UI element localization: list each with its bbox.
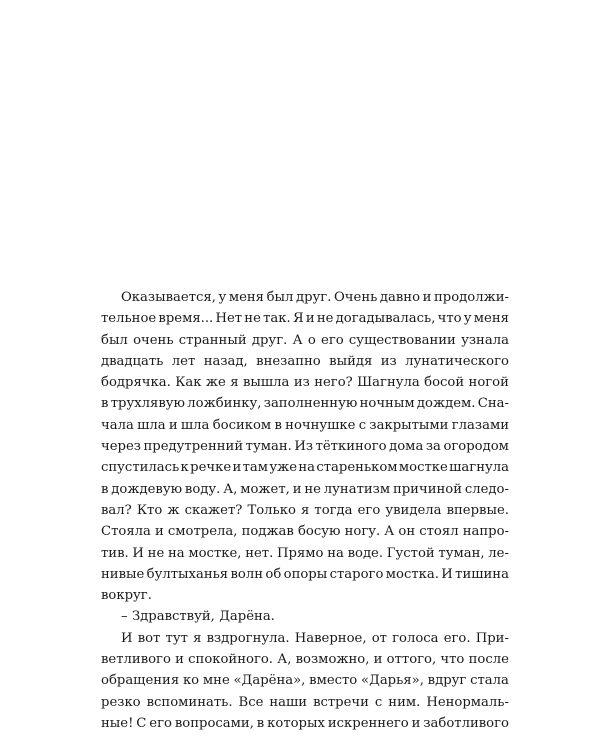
word: к (180, 460, 189, 476)
word: стареньком (316, 460, 398, 476)
word: А, (223, 481, 238, 497)
word: старого (329, 566, 384, 582)
word: А (384, 524, 395, 540)
word: в (101, 481, 109, 497)
text-line (101, 436, 509, 457)
word: и (422, 290, 432, 305)
word: При- (475, 630, 509, 646)
word: Как (175, 375, 202, 391)
word: у (463, 311, 472, 327)
word: и (411, 715, 421, 731)
word: очень (133, 332, 174, 348)
text-line (101, 351, 509, 372)
word: я (301, 502, 310, 518)
word: мостка. (385, 566, 439, 582)
word: Оказывается, (121, 290, 216, 305)
word: я (193, 630, 202, 646)
word: ночным (359, 396, 415, 412)
word: и (232, 460, 242, 476)
word: о (307, 332, 316, 348)
word: чала (101, 417, 134, 433)
word: смотрела, (167, 524, 238, 540)
word: же (205, 375, 226, 391)
word: выйдя (329, 353, 373, 369)
word: трухлявую (110, 396, 186, 412)
word: стала (470, 673, 509, 689)
word: мне (202, 673, 230, 689)
word: заполненную (263, 396, 358, 412)
word: ним. (388, 694, 421, 710)
word: двадцать (101, 353, 164, 369)
word: мостке (398, 460, 448, 476)
text-line (101, 393, 509, 414)
word: воде. (347, 545, 384, 561)
word: резко (101, 694, 141, 710)
word: ногой (468, 375, 509, 391)
word: давно (379, 290, 421, 305)
word: время... (158, 311, 214, 327)
word: уже (269, 460, 298, 476)
word: И (121, 630, 133, 646)
word: С (136, 715, 147, 731)
word: дождевую (111, 481, 183, 497)
word: меня (228, 290, 264, 305)
word: лунатического (405, 353, 509, 369)
word: А, (277, 652, 292, 668)
text-line (101, 479, 509, 500)
word: предутренний (143, 439, 244, 455)
word: ветливого (101, 652, 171, 668)
word: был (101, 332, 128, 348)
word: вал? (101, 502, 132, 518)
word: вокруг. (101, 588, 152, 604)
word: он (398, 524, 416, 540)
word: от (371, 630, 387, 646)
word: тив. (101, 545, 129, 561)
word: не (147, 545, 165, 561)
word: не (304, 481, 321, 497)
word: босиком (212, 417, 272, 433)
word: не (316, 311, 334, 327)
body-text (101, 287, 509, 734)
word: Шагнула (357, 375, 420, 391)
word: Дарёна. (219, 609, 275, 625)
word: туман, (438, 545, 485, 561)
word: в (101, 396, 109, 412)
word: после (468, 652, 509, 668)
word: тельное (101, 311, 157, 327)
word: Я (292, 311, 304, 327)
word: с (358, 417, 367, 433)
text-line (101, 308, 509, 329)
word: речке (190, 460, 232, 476)
word: странный (178, 332, 247, 348)
word: его (149, 715, 172, 731)
word: через (101, 439, 141, 455)
word: Нет (215, 311, 243, 327)
text-line (101, 500, 509, 521)
word: вдруг (427, 673, 467, 689)
word: закрытыми (369, 417, 449, 433)
word: тишина (455, 566, 509, 582)
text-line (101, 372, 509, 393)
word: и (168, 417, 178, 433)
word: «Дарья», (361, 673, 424, 689)
word: дома (389, 439, 424, 455)
word: Очень (333, 290, 378, 305)
word: назад, (203, 353, 248, 369)
word: поджав (241, 524, 294, 540)
word: внезапно (256, 353, 321, 369)
word: вспоминать. (146, 694, 233, 710)
word: не (244, 311, 261, 327)
word: у (218, 290, 227, 305)
text-line (101, 692, 509, 713)
text-line (101, 628, 509, 649)
word: впервые. (446, 502, 509, 518)
word: – (121, 609, 128, 625)
word: тогда (314, 502, 353, 518)
word: босой (424, 375, 465, 391)
word: вот (137, 630, 161, 646)
word: шла (137, 417, 166, 433)
word: голоса (392, 630, 439, 646)
text-line (101, 564, 509, 585)
word: продолжи- (433, 290, 509, 305)
word: вместо (309, 673, 358, 689)
word: «Дарёна», (233, 673, 306, 689)
word: обращения (101, 673, 180, 689)
word: Кто (136, 502, 163, 518)
word: нивые (101, 566, 145, 582)
word: его (357, 502, 381, 518)
word: Прямо (277, 545, 324, 561)
text-line (101, 543, 509, 564)
word: его (321, 332, 344, 348)
text-line (101, 521, 509, 542)
word: вздрогнула. (206, 630, 290, 646)
word: догадывалась, (335, 311, 436, 327)
word: напро- (462, 524, 509, 540)
word: Ненормаль- (426, 694, 509, 710)
word: огородом (443, 439, 509, 455)
word: с (374, 694, 383, 710)
word: Густой (386, 545, 435, 561)
word: Наверное, (294, 630, 367, 646)
word: ложбинку, (187, 396, 262, 412)
word: существовании (348, 332, 456, 348)
word: спокойного. (188, 652, 273, 668)
word: глазами (451, 417, 509, 433)
word: И (441, 566, 453, 582)
word: и (292, 481, 302, 497)
word: что (437, 311, 462, 327)
word: и (155, 524, 164, 540)
word: Сна- (477, 396, 509, 412)
word: Только (247, 502, 296, 518)
word: наши (269, 694, 308, 710)
word: мостке, (188, 545, 242, 561)
word: и (373, 652, 383, 668)
word: ле- (488, 545, 509, 561)
word: там (242, 460, 269, 476)
word: и (175, 652, 184, 668)
word: оттого, (386, 652, 437, 668)
word: об (265, 566, 282, 582)
text-line (101, 330, 509, 351)
word: И (132, 545, 144, 561)
word: Из (294, 439, 314, 455)
word: на (167, 545, 185, 561)
word: из (293, 375, 310, 391)
word: и (305, 311, 315, 327)
word: лунатизм (323, 481, 391, 497)
word: меня (473, 311, 509, 327)
word: туман. (245, 439, 292, 455)
word: искреннего (327, 715, 409, 731)
text-line (101, 649, 509, 670)
word: А (292, 332, 303, 348)
word: друг. (295, 290, 332, 305)
word: скажет? (184, 502, 243, 518)
word: вопросами, (174, 715, 254, 731)
word: спустилась (101, 460, 180, 476)
word: его. (443, 630, 471, 646)
word: Здравствуй, (131, 609, 215, 625)
word: Все (238, 694, 264, 710)
text-line (101, 670, 509, 691)
word: за (425, 439, 441, 455)
text-line (101, 287, 509, 308)
word: увидела (385, 502, 442, 518)
word: ко (182, 673, 200, 689)
word: что (440, 652, 465, 668)
word: на (298, 460, 316, 476)
word: которых (267, 715, 325, 731)
text-line (101, 713, 509, 734)
word: ные! (101, 715, 134, 731)
word: был (266, 290, 294, 305)
word: тёткиного (315, 439, 387, 455)
word: волн (230, 566, 264, 582)
text-line (101, 457, 509, 478)
word: причиной (392, 481, 463, 497)
word: опоры (283, 566, 328, 582)
text-line (101, 606, 509, 627)
word: возможно, (295, 652, 370, 668)
word: него? (314, 375, 353, 391)
word: заботливого (423, 715, 509, 731)
word: узнала (461, 332, 509, 348)
word: стоял (419, 524, 459, 540)
word: может, (240, 481, 290, 497)
word: так. (263, 311, 291, 327)
word: воду. (184, 481, 221, 497)
word: лет (171, 353, 196, 369)
word: Стояла (101, 524, 151, 540)
word: ногу. (344, 524, 381, 540)
word: нет. (245, 545, 274, 561)
word: на (327, 545, 344, 561)
text-line (101, 585, 509, 606)
word: встречи (313, 694, 369, 710)
word: из (380, 353, 397, 369)
word: босую (297, 524, 341, 540)
word: следо- (464, 481, 509, 497)
text-line (101, 415, 509, 436)
word: друг. (251, 332, 288, 348)
word: бодрячка. (101, 375, 171, 391)
word: вышла (242, 375, 290, 391)
word: шла (180, 417, 210, 433)
word: ж (167, 502, 180, 518)
word: ночнушке (285, 417, 356, 433)
word: я (230, 375, 239, 391)
word: тут (165, 630, 188, 646)
word: в (256, 715, 265, 731)
word: шагнула (449, 460, 509, 476)
word: дождем. (416, 396, 476, 412)
word: в (274, 417, 282, 433)
word: бултыханья (146, 566, 229, 582)
